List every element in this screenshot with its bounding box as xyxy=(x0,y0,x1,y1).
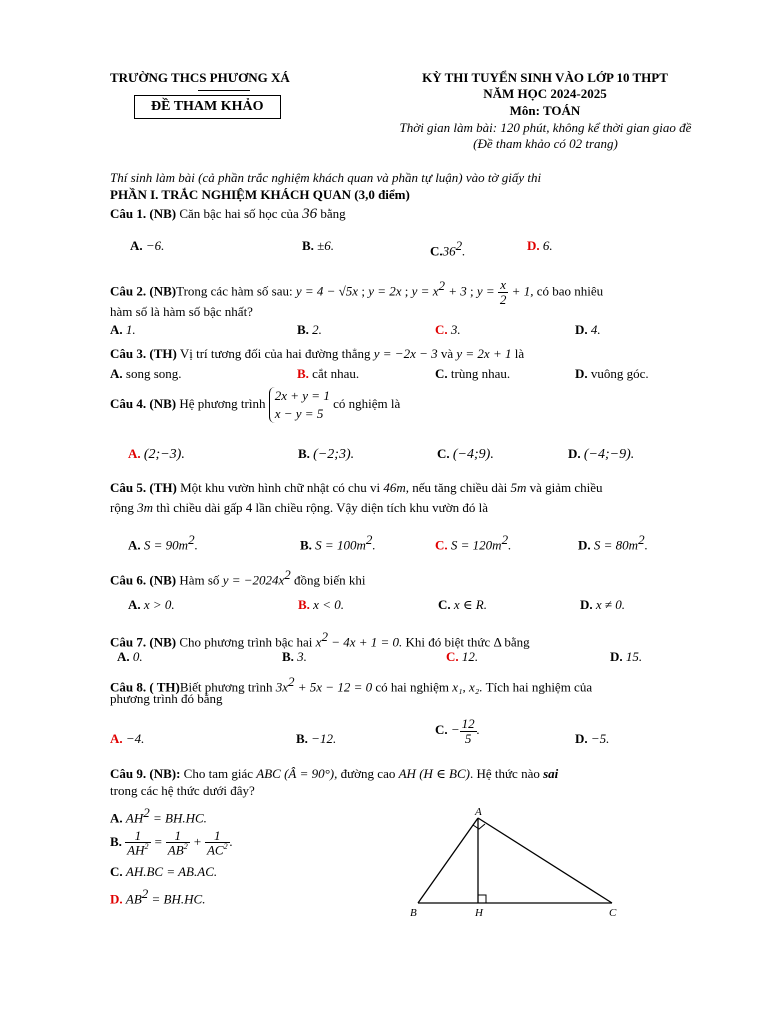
q4-stem: Câu 4. (NB) Hệ phương trình 2x + y = 1 x − y = 5 có nghiệm là xyxy=(110,388,401,422)
q8-option-d[interactable]: D. −5. xyxy=(575,731,610,746)
q7-option-a[interactable]: A. 0. xyxy=(117,649,143,664)
q1-option-c[interactable]: $C.36^2$. xyxy=(430,238,466,259)
q1-option-d[interactable]: D. 6. xyxy=(527,238,553,253)
q8-option-a[interactable]: A. −4. xyxy=(110,731,145,746)
q4-option-c[interactable]: C. (−4;9). xyxy=(437,446,494,462)
q6-option-b[interactable]: B. x < 0. xyxy=(298,597,344,612)
part1-title: PHẦN I. TRẮC NGHIỆM KHÁCH QUAN (3,0 điểm) xyxy=(110,187,410,202)
q9-stem-cont: trong các hệ thức dưới đây? xyxy=(110,783,255,798)
exam-time: Thời gian làm bài: 120 phút, không kể thời gian giao đề xyxy=(399,120,692,135)
q2-stem-cont: hàm số là hàm số bậc nhất? xyxy=(110,304,253,319)
exam-pages: (Đề tham khảo có 02 trang) xyxy=(473,136,618,151)
label-h: H xyxy=(475,907,483,919)
triangle-figure xyxy=(400,800,640,925)
q2-option-b[interactable]: B. 2. xyxy=(297,322,322,337)
q9-option-b[interactable]: B. $\frac{1}{AH^2}$ = $\frac{1}{AB^2}$ + $\frac{1}{AC^2}$ . xyxy=(110,827,233,858)
q3-option-b[interactable]: B. cắt nhau. xyxy=(297,366,360,381)
q8-option-c[interactable]: C. − $\frac{12}{5}$ . xyxy=(435,715,480,746)
q7-option-d[interactable]: D. 15. xyxy=(610,649,643,664)
q5-option-b[interactable]: B. $S = 100m^2$. xyxy=(300,532,376,553)
q4-option-d[interactable]: D. (−4;−9). xyxy=(568,446,635,462)
q6-option-d[interactable]: D. x ≠ 0. xyxy=(580,597,626,612)
label-c: C xyxy=(609,907,617,919)
q5-option-c[interactable]: C. $S = 120m^2$. xyxy=(435,532,512,553)
q6-option-a[interactable]: A. x > 0. xyxy=(128,597,175,612)
exam-title: KỲ THI TUYỂN SINH VÀO LỚP 10 THPT xyxy=(422,70,668,85)
q8-stem-cont: phương trình đó bằng xyxy=(110,691,223,706)
side-ac xyxy=(478,818,612,903)
q9-option-a[interactable]: A. $AH^2 = BH.HC$. xyxy=(110,805,207,826)
q5-stem: Câu 5. (TH) Một khu vườn hình chữ nhật có chu vi 46m, nếu tăng chiều dài 5m và giảm chiều xyxy=(110,480,603,495)
right-angle-h xyxy=(478,895,486,903)
header-divider xyxy=(198,90,250,91)
q2-option-a[interactable]: A. 1. xyxy=(110,322,136,337)
label-b: B xyxy=(410,907,417,919)
right-angle-a xyxy=(473,824,485,829)
q1-option-a[interactable]: A. −6. xyxy=(130,238,165,253)
q8-option-b[interactable]: B. −12. xyxy=(296,731,337,746)
instruction: Thí sinh làm bài (cả phần trắc nghiệm khách quan và phần tự luận) vào tờ giấy thi xyxy=(110,170,542,185)
doc-type-box: ĐỀ THAM KHẢO xyxy=(134,95,281,119)
q9-stem: Câu 9. (NB): Cho tam giác ABC (Â = 90°), đường cao AH (H ∈ BC). Hệ thức nào sai xyxy=(110,766,559,781)
q3-option-a[interactable]: A. song song. xyxy=(110,366,182,381)
school-name: TRƯỜNG THCS PHƯƠNG XÁ xyxy=(110,70,290,85)
q4-option-a[interactable]: A. (2;−3). xyxy=(128,446,185,462)
side-ab xyxy=(418,818,478,903)
q6-stem: Câu 6. (NB) Hàm số $y = -2024x^2$ đồng biến khi xyxy=(110,567,366,588)
q3-option-c[interactable]: C. trùng nhau. xyxy=(435,366,511,381)
exam-subject: Môn: TOÁN xyxy=(509,103,581,118)
exam-year: NĂM HỌC 2024-2025 xyxy=(483,86,607,101)
q5-stem-cont: rộng 3m thì chiều dài gấp 4 lần chiều rộng. Vậy diện tích khu vườn đó là xyxy=(110,500,488,515)
q9-option-c[interactable]: C. AH.BC = AB.AC. xyxy=(110,864,218,879)
q5-option-d[interactable]: D. $S = 80m^2$. xyxy=(578,532,648,553)
q8-stem: Câu 8. ( TH)Biết phương trình $3x^2 + 5x - 12 = 0$ có hai nghiệm x₁, x₂. Tích hai nghiệm của xyxy=(110,674,593,695)
q7-stem: Câu 7. (NB) Cho phương trình bậc hai $x^2 - 4x + 1 = 0$. Khi đó biệt thức Δ bằng xyxy=(110,629,530,650)
q5-option-a[interactable]: A. $S = 90m^2$. xyxy=(128,532,198,553)
q7-option-c[interactable]: C. 12. xyxy=(446,649,479,664)
q2-stem: Câu 2. (NB)Trong các hàm số sau: y = 4 − √5x ; y = 2x ; $y = x^2 + 3$ ; y = $\frac{x}{2}$ + 1, có bao nhiêu xyxy=(110,277,604,307)
q2-option-d[interactable]: D. 4. xyxy=(575,322,601,337)
q9-option-d[interactable]: D. $AB^2 = BH.HC$. xyxy=(110,886,206,907)
q3-stem: Câu 3. (TH) Vị trí tương đối của hai đường thẳng y = −2x − 3 và y = 2x + 1 là xyxy=(110,346,525,361)
label-a: A xyxy=(475,806,482,818)
q1-option-b[interactable]: B. ±6. xyxy=(302,238,335,253)
q3-option-d[interactable]: D. vuông góc. xyxy=(575,366,649,381)
q4-option-b[interactable]: B. (−2;3). xyxy=(298,446,355,462)
q7-option-b[interactable]: B. 3. xyxy=(282,649,307,664)
q1-stem: Câu 1. (NB) Căn bậc hai số học của 36 bằng xyxy=(110,206,346,222)
q6-option-c[interactable]: C. x ∈ R. xyxy=(438,597,487,612)
q2-option-c[interactable]: C. 3. xyxy=(435,322,461,337)
